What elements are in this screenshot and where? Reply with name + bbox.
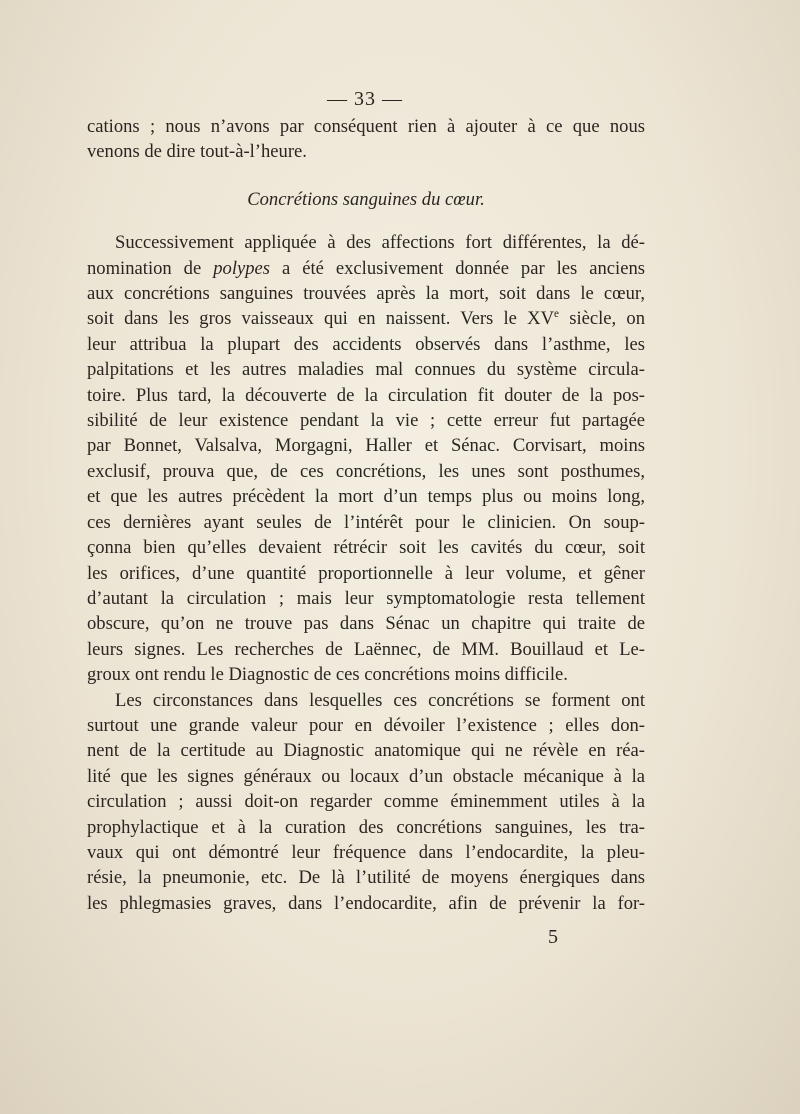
text-line: par Bonnet, Valsalva, Morgagni, Haller et Sénac. Corvisart, moins [87,435,645,457]
text-line: lité que les signes généraux ou locaux d’un obstacle mécanique à la [87,765,645,787]
text-line: circulation ; aussi doit-on regarder comme éminemment utiles à la [87,791,645,813]
superscript: e [554,308,559,321]
text-line: çonna bien qu’elles devaient rétrécir soit les cavités du cœur, soit [87,537,645,559]
text-line: groux ont rendu le Diagnostic de ces concrétions moins difficile. [87,664,568,686]
text-line: prophylactique et à la curation des concrétions sanguines, les tra- [87,816,645,838]
signature-mark: 5 [548,926,558,948]
text-fragment: siècle, on [569,308,645,330]
text-line: obscure, qu’on ne trouve pas dans Sénac un chapitre qui traite de [87,613,645,635]
text-line: surtout une grande valeur pour en dévoiler l’existence ; elles don- [87,714,645,736]
text-line: Les circonstances dans lesquelles ces concrétions se forment ont [115,689,645,711]
text-line: les orifices, d’une quantité proportionnelle à leur volume, et gêner [87,562,645,584]
text-line: palpitations et les autres maladies mal connues du système circula- [87,359,645,381]
page-number: — 33 — [327,88,403,110]
text-line: et que les autres précèdent la mort d’un temps plus ou moins long, [87,486,645,508]
text-line [87,256,645,281]
text-line: leurs signes. Les recherches de Laënnec, de MM. Bouillaud et Le- [87,638,645,660]
text-fragment: nomination de [87,257,202,279]
text-line: vaux qui ont démontré leur fréquence dans l’endocardite, la pleu- [87,841,645,863]
section-heading: Concrétions sanguines du cœur. [247,188,485,210]
italic-term: polypes [213,257,271,279]
text-line: les phlegmasies graves, dans l’endocardite, afin de prévenir la for- [87,892,645,914]
text-line: aux concrétions sanguines trouvées après la mort, soit dans le cœur, [87,283,645,305]
text-line: toire. Plus tard, la découverte de la circulation fit douter de la pos- [87,384,645,406]
text-line: exclusif, prouva que, de ces concrétions, les unes sont posthumes, [87,460,645,482]
text-line: résie, la pneumonie, etc. De là l’utilité de moyens énergiques dans [87,867,645,889]
text-line: ces dernières ayant seules de l’intérêt pour le clinicien. On soup- [87,511,645,533]
text-line: Successivement appliquée à des affections fort différentes, la dé- [115,232,645,254]
text-line: d’autant la circulation ; mais leur symptomatologie resta tellement [87,587,645,609]
text-line: leur attribua la plupart des accidents observés dans l’asthme, les [87,333,645,355]
text-line: venons de dire tout-à-l’heure. [87,141,307,163]
text-fragment: a été exclusivement donnée par les anciens [282,257,646,279]
text-line: nent de la certitude au Diagnostic anatomique qui ne révèle en réa- [87,740,645,762]
text-body [87,114,645,916]
text-fragment: soit dans les gros vaisseaux qui en naissent. Vers le XV [87,308,555,330]
text-line: sibilité de leur existence pendant la vie ; cette erreur fut partagée [87,410,645,432]
text-line [87,306,645,331]
text-line: cations ; nous n’avons par conséquent rien à ajouter à ce que nous [87,116,645,137]
